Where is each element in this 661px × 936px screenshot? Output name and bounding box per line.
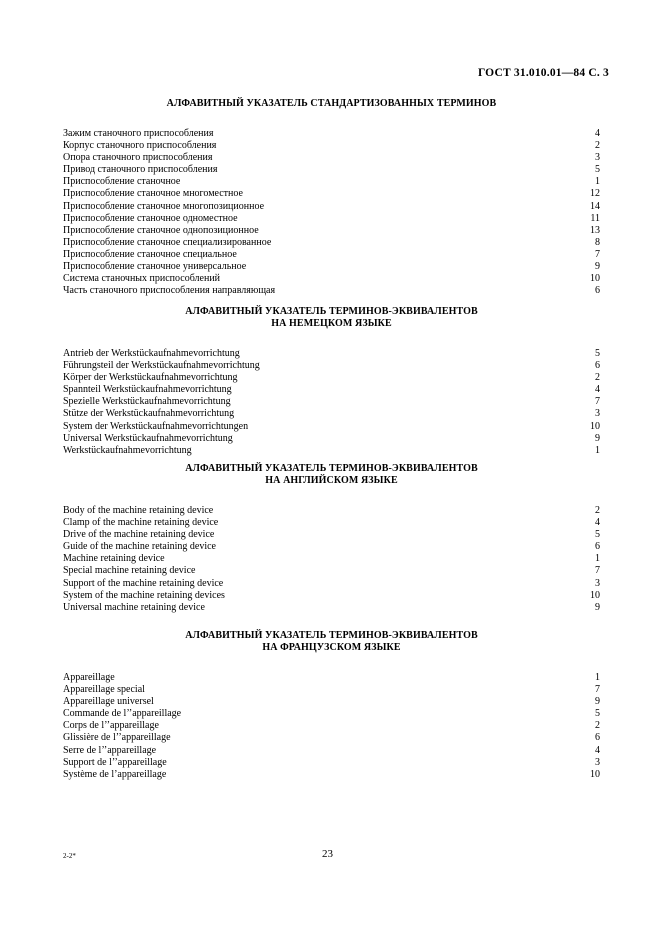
- index-entry: [63, 140, 600, 152]
- entry-term: Körper der Werkstückaufnahmevorrichtung: [63, 372, 238, 384]
- entry-term: Support of the machine retaining device: [63, 577, 224, 589]
- index-entry: [63, 384, 600, 396]
- entry-number: 4: [595, 744, 600, 756]
- entry-term: Опора станочного приспособления: [63, 152, 213, 164]
- entry-term: Special machine retaining device: [63, 565, 196, 577]
- entry-term: Приспособление станочное одноместное: [63, 212, 238, 224]
- entry-number: 10: [590, 420, 600, 432]
- index-section-english: [63, 463, 600, 614]
- entry-number: 10: [590, 273, 600, 285]
- index-entry: [63, 128, 600, 140]
- entry-term: Clamp of the machine retaining device: [63, 517, 219, 529]
- index-entry: [63, 360, 600, 372]
- entry-term: Universal Werkstückaufnahmevorrichtung: [63, 432, 233, 444]
- entry-number: 1: [595, 176, 600, 188]
- section-heading-line: НА АНГЛИЙСКОМ ЯЗЫКЕ: [265, 475, 398, 486]
- index-entry: [63, 201, 600, 213]
- entry-term: System of the machine retaining devices: [63, 589, 225, 601]
- entry-term: Приспособление станочное специальное: [63, 248, 237, 260]
- index-entry: [63, 529, 600, 541]
- entry-list: [63, 505, 600, 614]
- entry-term: Universal machine retaining device: [63, 601, 205, 613]
- entry-number: 12: [590, 188, 600, 200]
- index-entry: [63, 421, 600, 433]
- index-entry: [63, 249, 600, 261]
- entry-term: Приспособление станочное многоместное: [63, 188, 243, 200]
- index-entry: [63, 708, 600, 720]
- entry-number: 9: [595, 696, 600, 708]
- entry-term: Приспособление станочное однопозиционное: [63, 224, 259, 236]
- entry-term: Appareillage: [63, 672, 115, 683]
- entry-number: 7: [595, 565, 600, 577]
- entry-term: Système de l’appareillage: [63, 768, 167, 780]
- entry-number: 2: [595, 720, 600, 732]
- entry-term: Drive of the machine retaining device: [63, 529, 215, 541]
- entry-term: Привод станочного приспособления: [63, 164, 218, 176]
- section-heading: [63, 630, 600, 654]
- entry-number: 10: [590, 768, 600, 780]
- entry-term: Body of the machine retaining device: [63, 505, 214, 516]
- index-entry: [63, 396, 600, 408]
- index-entry: [63, 285, 600, 297]
- section-heading: [63, 463, 600, 487]
- index-entry: [63, 578, 600, 590]
- index-entry: [63, 164, 600, 176]
- entry-number: 8: [595, 236, 600, 248]
- index-entry: [63, 745, 600, 757]
- index-entry: [63, 273, 600, 285]
- entry-number: 14: [590, 200, 600, 212]
- entry-term: System der Werkstückaufnahmevorrichtungen: [63, 420, 249, 432]
- entry-number: 9: [595, 261, 600, 273]
- index-entry: [63, 408, 600, 420]
- entry-term: Приспособление станочное специализированное: [63, 236, 272, 248]
- entry-term: Приспособление станочное: [63, 176, 181, 188]
- entry-term: Приспособление станочное многопозиционное: [63, 200, 265, 212]
- entry-number: 7: [595, 248, 600, 260]
- entry-number: 6: [595, 360, 600, 372]
- entry-number: 6: [595, 541, 600, 553]
- index-entry: [63, 225, 600, 237]
- entry-term: Commande de l’’appareillage: [63, 708, 182, 720]
- index-entry: [63, 541, 600, 553]
- entry-number: 5: [595, 708, 600, 720]
- entry-term: Приспособление станочное универсальное: [63, 261, 247, 273]
- index-entry: [63, 188, 600, 200]
- entry-number: 5: [595, 529, 600, 541]
- entry-term: Зажим станочного приспособления: [63, 128, 214, 139]
- entry-number: 13: [590, 224, 600, 236]
- entry-number: 7: [595, 684, 600, 696]
- entry-number: 2: [595, 505, 600, 516]
- entry-list: [63, 672, 600, 781]
- entry-number: 7: [595, 396, 600, 408]
- entry-number: 2: [595, 140, 600, 152]
- index-entry: [63, 445, 600, 457]
- entry-term: Glissière de l’’appareillage: [63, 732, 171, 744]
- index-entry: [63, 757, 600, 769]
- entry-number: 3: [595, 756, 600, 768]
- index-section-german: [63, 306, 600, 457]
- entry-term: Система станочных приспособлений: [63, 273, 221, 285]
- entry-term: Spannteil Werkstückaufnahmevorrichtung: [63, 384, 232, 396]
- section-heading-line: АЛФАВИТНЫЙ УКАЗАТЕЛЬ СТАНДАРТИЗОВАННЫХ ТЕРМИНОВ: [166, 98, 497, 109]
- index-entry: [63, 602, 600, 614]
- entry-number: 11: [590, 212, 600, 224]
- entry-number: 4: [595, 517, 600, 529]
- entry-number: 10: [590, 589, 600, 601]
- page-number: 23: [322, 848, 333, 860]
- index-entry: [63, 372, 600, 384]
- section-heading-line: НА ФРАНЦУЗСКОМ ЯЗЫКЕ: [262, 642, 401, 653]
- index-entry: [63, 590, 600, 602]
- entry-term: Support de l’’appareillage: [63, 756, 167, 768]
- print-mark: 2-2*: [63, 852, 76, 860]
- entry-term: Корпус станочного приспособления: [63, 140, 217, 152]
- index-entry: [63, 517, 600, 529]
- entry-number: 6: [595, 732, 600, 744]
- entry-number: 6: [595, 285, 600, 297]
- entry-number: 5: [595, 348, 600, 359]
- section-heading-line: АЛФАВИТНЫЙ УКАЗАТЕЛЬ ТЕРМИНОВ-ЭКВИВАЛЕНТОВ: [185, 306, 478, 317]
- index-entry: [63, 261, 600, 273]
- section-heading: [63, 98, 600, 110]
- entry-term: Corps de l’’appareillage: [63, 720, 159, 732]
- index-entry: [63, 684, 600, 696]
- index-entry: [63, 152, 600, 164]
- entry-number: 5: [595, 164, 600, 176]
- entry-term: Appareillage universel: [63, 696, 154, 708]
- entry-number: 1: [595, 553, 600, 565]
- entry-term: Часть станочного приспособления направляющая: [63, 285, 276, 297]
- index-section-french: [63, 630, 600, 781]
- entry-term: Serre de l’’appareillage: [63, 744, 157, 756]
- index-entry: [63, 696, 600, 708]
- entry-term: Werkstückaufnahmevorrichtung: [63, 444, 192, 456]
- index-entry: [63, 213, 600, 225]
- section-heading: [63, 306, 600, 330]
- entry-number: 1: [595, 444, 600, 456]
- section-heading-line: АЛФАВИТНЫЙ УКАЗАТЕЛЬ ТЕРМИНОВ-ЭКВИВАЛЕНТОВ: [185, 630, 478, 641]
- index-entry: [63, 237, 600, 249]
- index-entry: [63, 769, 600, 781]
- entry-number: 4: [595, 384, 600, 396]
- index-entry: [63, 505, 600, 517]
- standard-code-header: ГОСТ 31.010.01—84 С. 3: [477, 67, 609, 79]
- index-entry: [63, 565, 600, 577]
- section-heading-line: АЛФАВИТНЫЙ УКАЗАТЕЛЬ ТЕРМИНОВ-ЭКВИВАЛЕНТОВ: [185, 463, 478, 474]
- entry-number: 4: [595, 128, 600, 139]
- entry-number: 1: [595, 672, 600, 683]
- entry-term: Antrieb der Werkstückaufnahmevorrichtung: [63, 348, 240, 359]
- index-entry: [63, 176, 600, 188]
- entry-list: [63, 348, 600, 457]
- entry-list: [63, 128, 600, 297]
- entry-number: 3: [595, 408, 600, 420]
- index-entry: [63, 433, 600, 445]
- index-entry: [63, 672, 600, 684]
- entry-number: 3: [595, 577, 600, 589]
- entry-number: 9: [595, 432, 600, 444]
- section-heading-line: НА НЕМЕЦКОМ ЯЗЫКЕ: [271, 318, 392, 329]
- index-entry: [63, 553, 600, 565]
- entry-number: 2: [595, 372, 600, 384]
- entry-term: Machine retaining device: [63, 553, 165, 565]
- entry-term: Appareillage special: [63, 684, 145, 696]
- entry-term: Stütze der Werkstückaufnahmevorrichtung: [63, 408, 235, 420]
- entry-term: Guide of the machine retaining device: [63, 541, 216, 553]
- entry-number: 3: [595, 152, 600, 164]
- index-entry: [63, 348, 600, 360]
- entry-term: Spezielle Werkstückaufnahmevorrichtung: [63, 396, 231, 408]
- index-section-standard-terms: [63, 98, 600, 297]
- index-entry: [63, 732, 600, 744]
- entry-number: 9: [595, 601, 600, 613]
- index-entry: [63, 720, 600, 732]
- entry-term: Führungsteil der Werkstückaufnahmevorrichtung: [63, 360, 260, 372]
